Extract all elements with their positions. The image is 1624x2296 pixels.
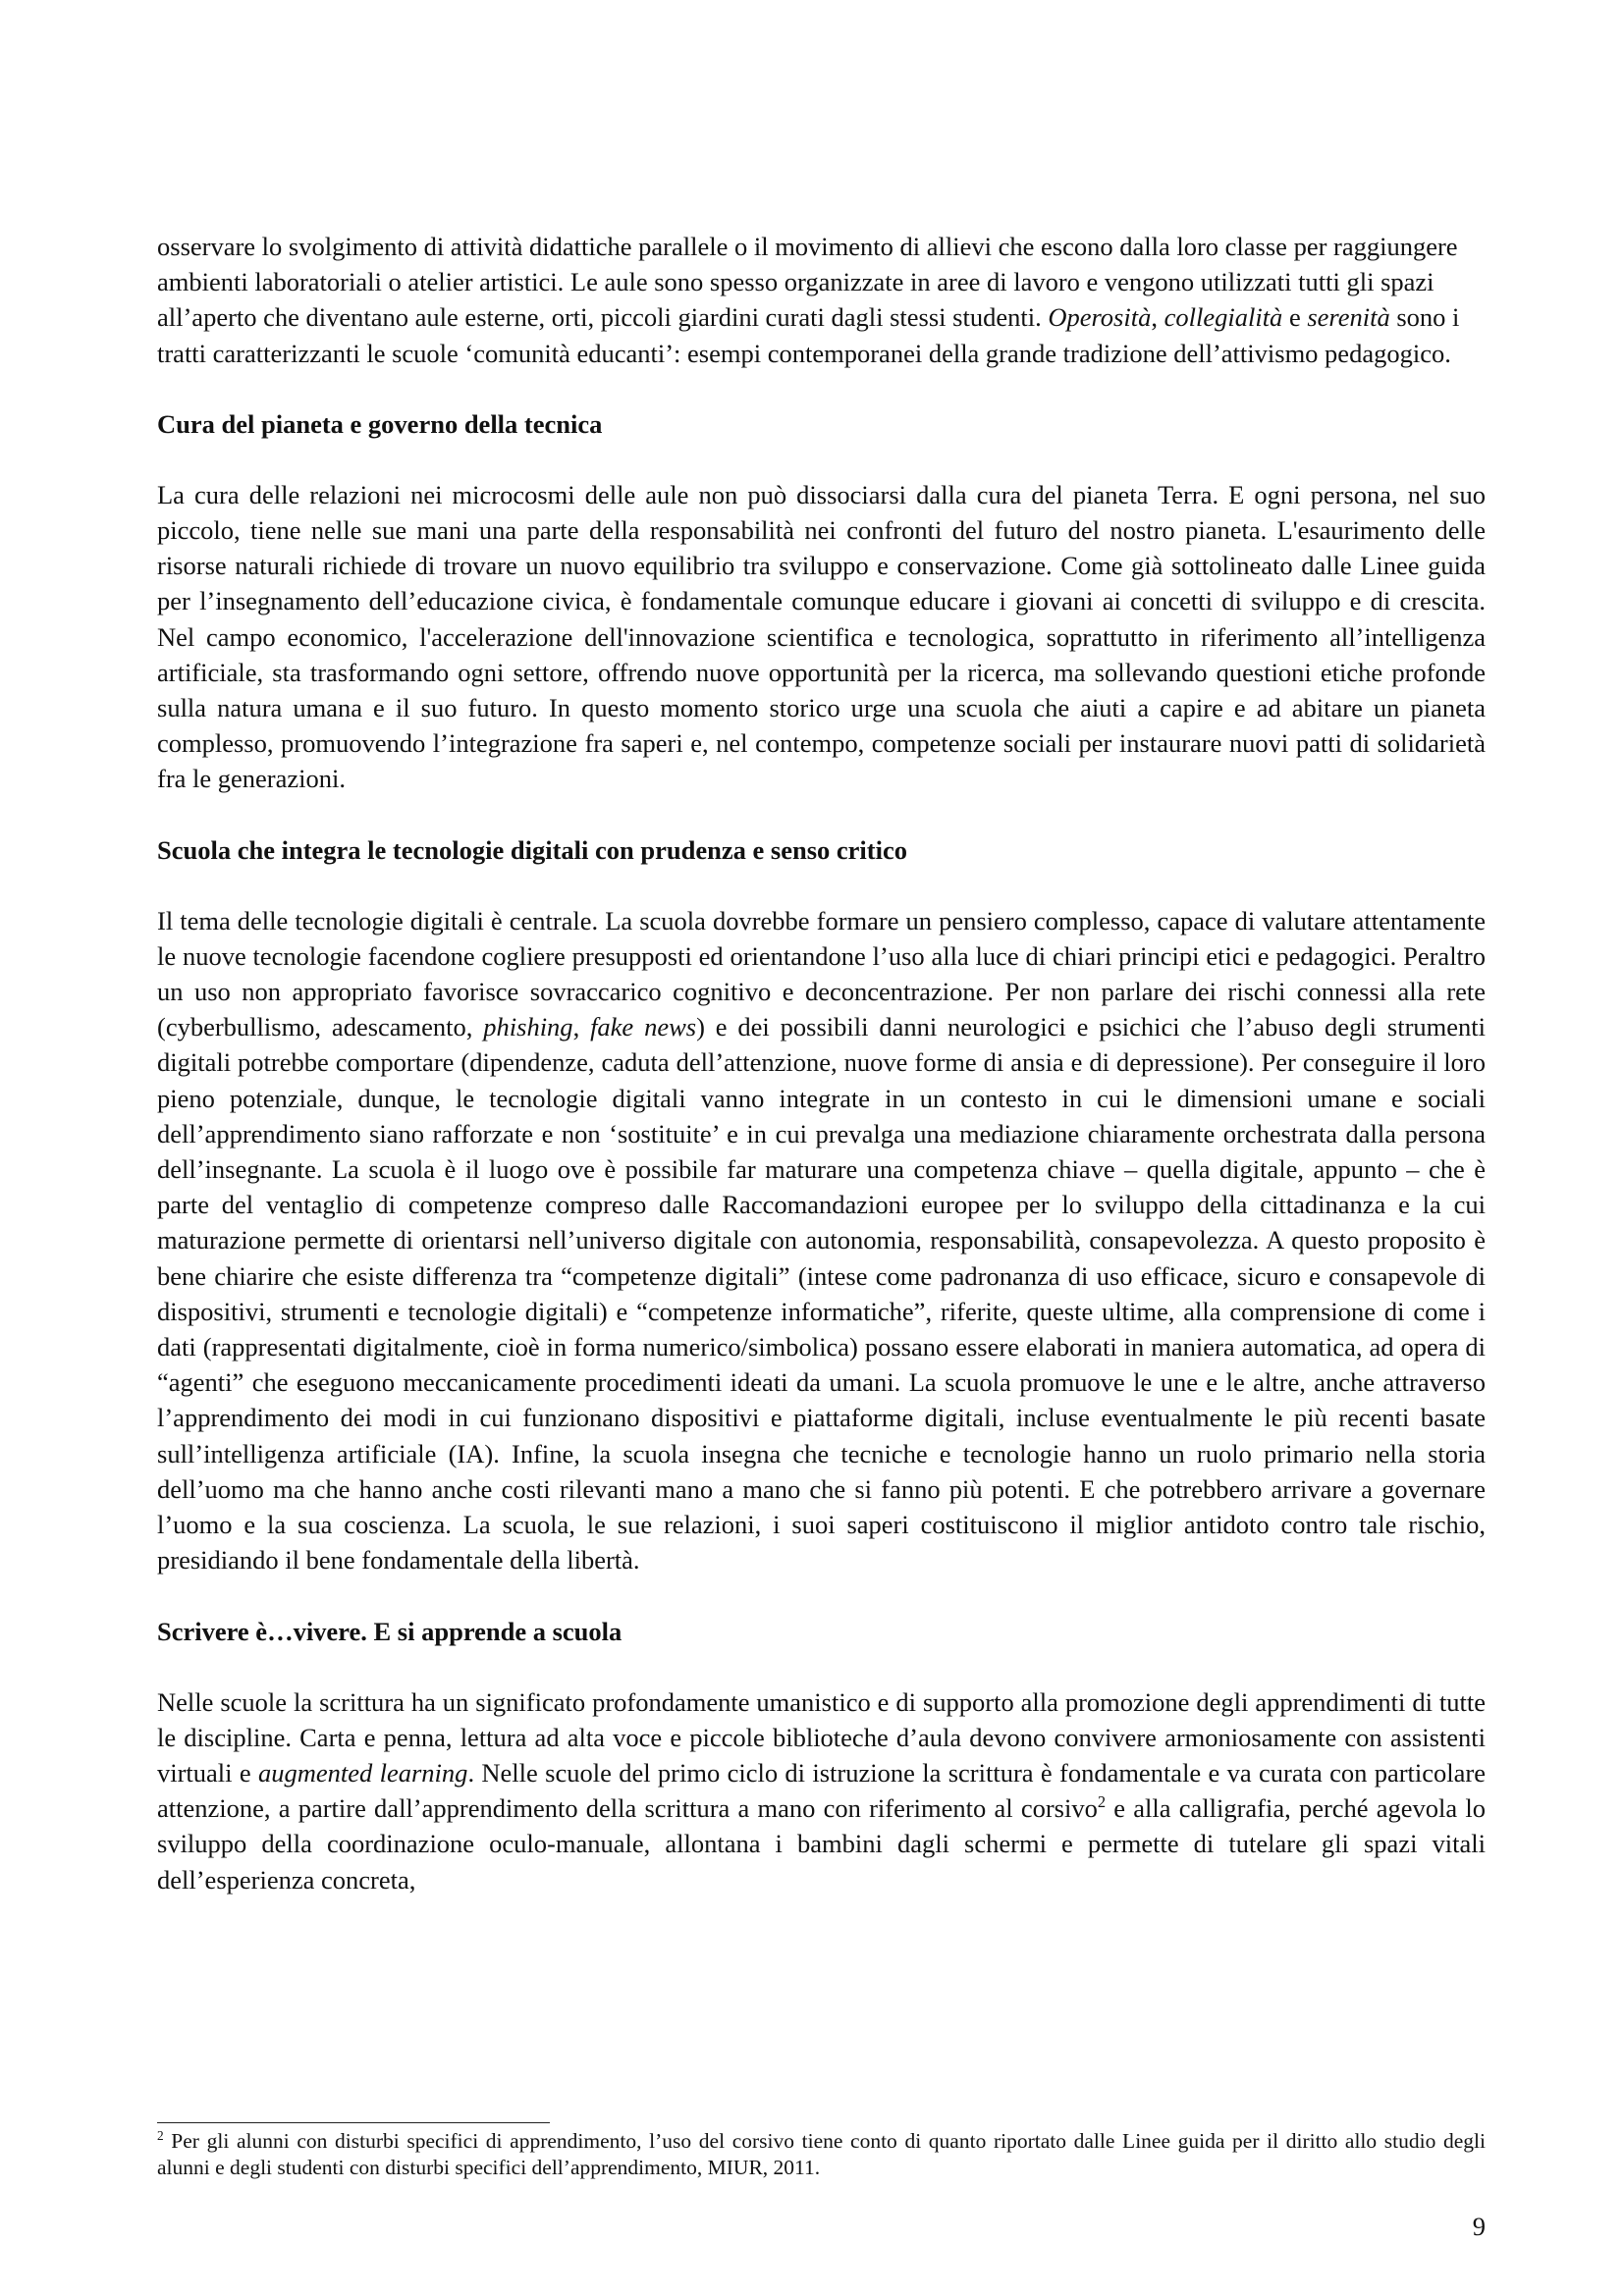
footnote-number: 2: [157, 2127, 164, 2143]
page-body: [157, 229, 1486, 1897]
intro-sep-2: e: [1282, 302, 1308, 333]
section-heading-scrivere: Scrivere è…vivere. E si apprende a scuola: [157, 1616, 623, 1646]
writing-text-3: e alla calligrafia, perché agevola lo sviluppo della coordinazione oculo-manuale, allontana i bambini dagli schermi e permette di tutelare gli spazi vitali dell’esperienza concreta,: [157, 1793, 1486, 1895]
footnote-text: Per gli alunni con disturbi specifici di apprendimento, l’uso del corsivo tiene conto di quanto riportato dalle Linee guida per il diritto allo studio degli alunni e degli studenti con disturbi specifici dell’apprendimento, MIUR, 2011.: [157, 2129, 1486, 2179]
writing-text-2: . Nelle scuole del primo ciclo di istruzione la scrittura è fondamentale e va curata con particolare attenzione, a partire dall’apprendimento della scrittura a mano con riferimento al corsivo: [157, 1757, 1486, 1824]
tech-italic-phishing: phishing: [483, 1012, 573, 1042]
footnote-divider: [157, 2122, 550, 2123]
writing-italic-augmented-learning: augmented learning: [258, 1757, 468, 1788]
footnote-reference[interactable]: 2: [1097, 1792, 1107, 1812]
tech-text-1: Il tema delle tecnologie digitali è centrale. La scuola dovrebbe formare un pensiero complesso, capace di valutare attentamente le nuove tecnologie facendone cogliere presupposti ed orientandone l’uso alla luce di chiari principi etici e pedagogici. Peraltro un uso non appropriato favorisce sovraccarico cognitivo e deconcentrazione. Per non parlare dei rischi connessi alla rete (cyberbullismo, adescamento,: [157, 905, 1486, 1042]
intro-text-1: osservare lo svolgimento di attività didattiche parallele o il movimento di allievi che escono dalla loro classe per raggiungere ambienti laboratoriali o atelier artistici. Le aule sono spesso organizzate in aree di lavoro e vengono utilizzati tutti gli spazi all’aperto che diventano aule esterne, orti, piccoli giardini curati dagli stessi studenti.: [157, 232, 1458, 333]
section-paragraph-scrivere: [157, 1684, 1486, 1897]
section-heading-cura-pianeta: Cura del pianeta e governo della tecnica: [157, 408, 603, 439]
intro-italic-serenita: serenità: [1307, 302, 1390, 333]
section-heading-tecnologie-digitali: Scuola che integra le tecnologie digitali con prudenza e senso critico: [157, 834, 907, 865]
intro-italic-operosita: Operosità: [1048, 302, 1152, 333]
tech-text-2: ) e dei possibili danni neurologici e psichici che l’abuso degli strumenti digitali potrebbe comportare (dipendenze, caduta dell’attenzione, nuove forme di ansia e di depressione). Per conseguire il loro pieno potenziale, dunque, le tecnologie digitali vanno integrate in un contesto in cui le dimensioni umane e sociali dell’apprendimento siano rafforzate e non ‘sostituite’ e in cui prevalga una mediazione chiaramente orchestrata dalla persona dell’insegnante. La scuola è il luogo ove è possibile far maturare una competenza chiave – quella digitale, appunto – che è parte del ventaglio di competenze compreso dalle Raccomandazioni europee per lo sviluppo della cittadinanza e la cui maturazione permette di orientarsi nell’universo digitale con autonomia, responsabilità, consapevolezza. A questo proposito è bene chiarire che esiste differenza tra “competenze digitali” (intese come padronanza di uso efficace, sicuro e consapevole di dispositivi, strumenti e tecnologie digitali) e “competenze informatiche”, riferite, queste ultime, alla comprensione di come i dati (rappresentati digitalmente, cioè in forma numerico/simbolica) possano essere elaborati in maniera automatica, ad opera di “agenti” che eseguono meccanicamente procedimenti ideati da umani. La scuola promuove le une e le altre, anche attraverso l’apprendimento dei modi in cui funzionano dispositivi e piattaforme digitali, incluse eventualmente le più recenti basate sull’intelligenza artificiale (IA). Infine, la scuola insegna che tecniche e tecnologie hanno un ruolo primario nella storia dell’uomo ma che hanno anche costi rilevanti mano a mano che si fanno più potenti. E che potrebbero arrivare a governare l’uomo e la sua coscienza. La scuola, le sue relazioni, i suoi saperi costituiscono il miglior antidoto contro tale rischio, presidiando il bene fondamentale della libertà.: [157, 1012, 1486, 1575]
writing-text-1: Nelle scuole la scrittura ha un significato profondamente umanistico e di supporto alla promozione degli apprendimenti di tutte le discipline. Carta e penna, lettura ad alta voce e piccole biblioteche d’aula devono convivere armoniosamente con assistenti virtuali e: [157, 1686, 1486, 1788]
page-number: 9: [1472, 2212, 1486, 2241]
tech-sep-1: ,: [572, 1012, 591, 1042]
intro-paragraph: [157, 229, 1486, 371]
tech-italic-fake-news: fake news: [590, 1012, 697, 1042]
intro-italic-collegialita: collegialità: [1164, 302, 1283, 333]
intro-text-2: sono i tratti caratterizzanti le scuole ‘comunità educanti’: esempi contemporanei della grande tradizione dell’attivismo pedagogico.: [157, 302, 1460, 368]
intro-sep-1: ,: [1151, 302, 1164, 333]
section-paragraph-tecnologie-digitali: [157, 903, 1486, 1578]
footnote: [157, 2128, 1486, 2181]
section-paragraph-cura-pianeta: La cura delle relazioni nei microcosmi delle aule non può dissociarsi dalla cura del pianeta Terra. E ogni persona, nel suo piccolo, tiene nelle sue mani una parte della responsabilità nei confronti del futuro del nostro pianeta. L'esaurimento delle risorse naturali richiede di trovare un nuovo equilibrio tra sviluppo e conservazione. Come già sottolineato dalle Linee guida per l’insegnamento dell’educazione civica, è fondamentale comunque educare i giovani ai concetti di sviluppo e di crescita. Nel campo economico, l'accelerazione dell'innovazione scientifica e tecnologica, soprattutto in riferimento all’intelligenza artificiale, sta trasformando ogni settore, offrendo nuove opportunità per la ricerca, ma sollevando questioni etiche profonde sulla natura umana e il suo futuro. In questo momento storico urge una scuola che aiuti a capire e ad abitare un pianeta complesso, promuovendo l’integrazione fra saperi e, nel contempo, competenze sociali per instaurare nuovi patti di solidarietà fra le generazioni.: [157, 479, 1486, 794]
